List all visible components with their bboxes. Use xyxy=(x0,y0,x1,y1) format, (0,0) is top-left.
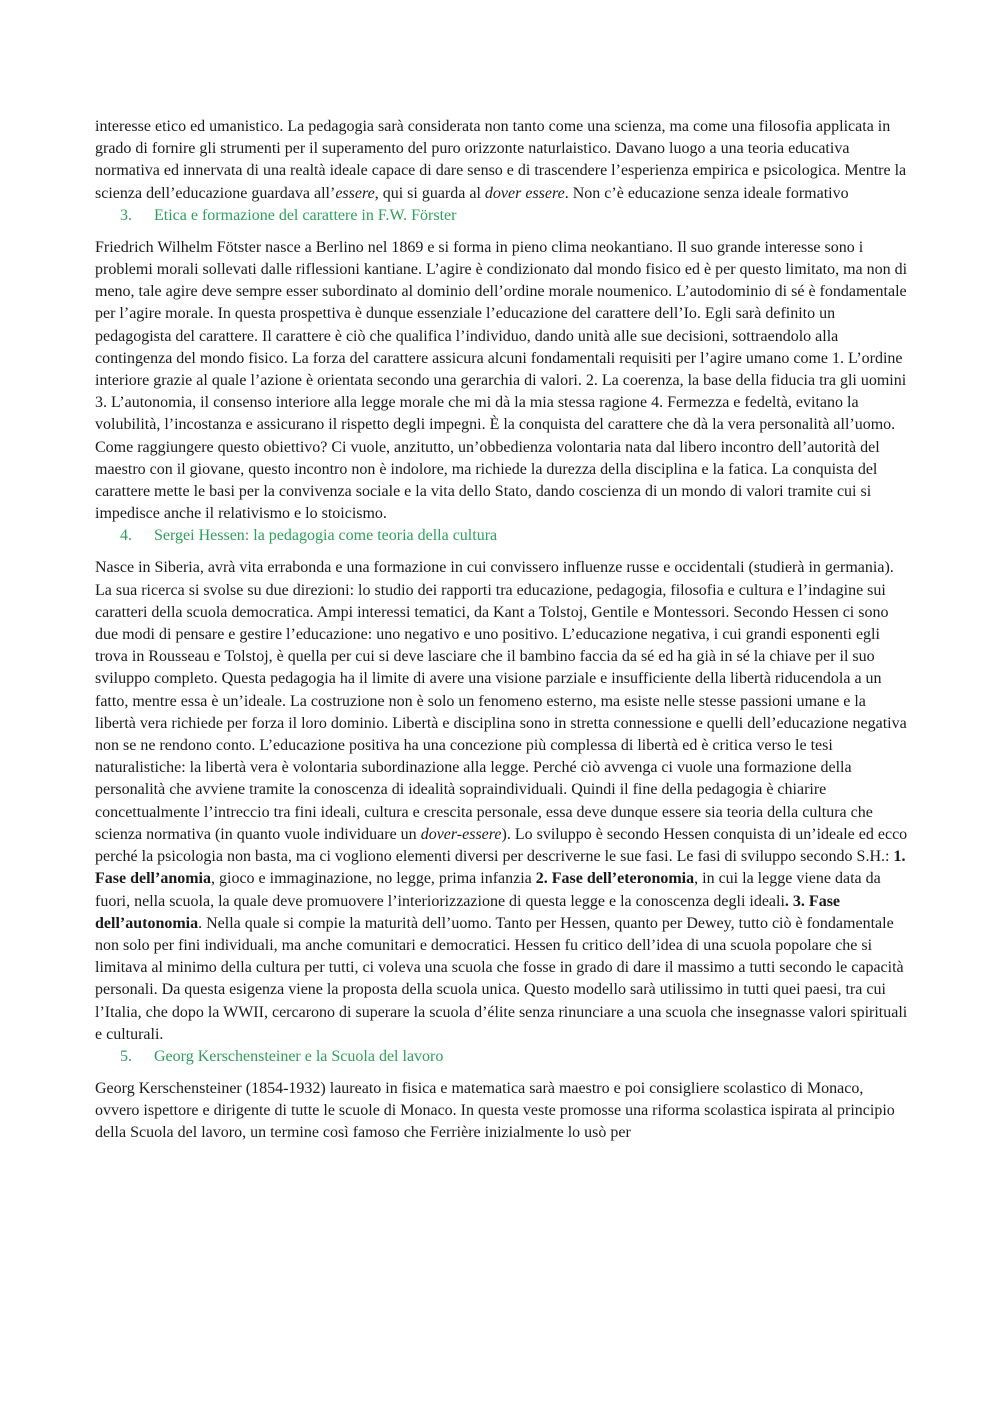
section-heading-forster xyxy=(95,205,910,227)
text-run: , qui si guarda al xyxy=(374,184,485,202)
section-heading-kerschensteiner xyxy=(95,1046,910,1068)
paragraph-intro xyxy=(95,116,910,205)
section-title: Georg Kerschensteiner e la Scuola del lavoro xyxy=(154,1047,444,1065)
section-heading-hessen xyxy=(95,525,910,547)
text-run: , in cui la legge viene data da fuori, nella scuola, la quale deve promuovere l’interiorizzazione di questa legge e la conoscenza degli ideali xyxy=(95,870,881,910)
paragraph-forster: Friedrich Wilhelm Fötster nasce a Berlino nel 1869 e si forma in pieno clima neokantiano. Il suo grande interesse sono i problemi morali sollevati dalle riflessioni kantiane. L’agire è condizionato dal mondo fisico ed è per questo limitato, ma non di meno, tale agire deve sempre esser subordinato al dominio dell’ordine morale noumenico. L’autodominio di sé è fondamentale per l’agire morale. In questa prospettiva è dunque essenziale l’educazione del carattere dell’Io. Egli sarà definito un pedagogista del carattere. Il carattere è ciò che qualifica l’individuo, dando unità alle sue decisioni, sottraendolo alla contingenza del mondo fisico. La forza del carattere assicura alcuni fondamentali requisiti per l’agire umano come 1. L’ordine interiore grazie al quale l’azione è orientata secondo una gerarchia di valori. 2. La coerenza, la base della fiducia tra gli uomini 3. L’autonomia, il consenso interiore alla legge morale che mi dà la mia stessa ragione 4. Fermezza e fedeltà, evitano la volubilità, l’incostanza e assicurano il rispetto degli impegni. È la conquista del carattere che dà la vera personalità all’uomo. Come raggiungere questo obiettivo? Ci vuole, anzitutto, un’obbedienza volontaria nata dal libero incontro dell’autorità del maestro con il giovane, questo incontro non è indolore, ma richiede la durezza della disciplina e la fatica. La conquista del carattere mette le basi per la convivenza sociale e la vita dello Stato, dando coscienza di un mondo di valori tramite cui si impedisce anche il relativismo e lo stoicismo. xyxy=(95,238,908,523)
bold-term: . 3. Fase dell’autonomia xyxy=(95,892,841,932)
bold-term: 2. Fase dell’eteronomia xyxy=(535,870,695,888)
text-run: . Non c’è educazione senza ideale formativo xyxy=(564,184,849,202)
italic-term: dover-essere xyxy=(420,825,502,843)
text-run: Nasce in Siberia, avrà vita errabonda e una formazione in cui convissero influenze russe e occidentali (studierà in germania). La sua ricerca si svolse su due direzioni: lo studio dei rapporti tra educazione, pedagogia, filosofia e cultura e l’indagine sui caratteri della scuola democratica. Ampi interessi tematici, da Kant a Tolstoj, Gentile e Montessori. Secondo Hessen ci sono due modi di pensare e gestire l’educazione: uno negativo e uno positivo. L’educazione negativa, i cui grandi esponenti egli trova in Rousseau e Tolstoj, è quella per cui si deve lasciare che il bambino faccia da sé ed ha già in sé la chiave per il suo sviluppo completo. Questa pedagogia ha il limite di avere una visione parziale e insufficiente della libertà riducendola a un fatto, mentre essa è un’ideale. La costruzione non è solo un fenomeno esterno, ma esiste nelle stesse passioni umane e la libertà vera richiede per forza il loro dominio. Libertà e disciplina sono in stretta connessione e quelli dell’educazione negativa non se ne rendono conto. L’educazione positiva ha una concezione più complessa di libertà ed è critica verso le tesi naturalistiche: la libertà vera è volontaria subordinazione alla legge. Perché ciò avvenga ci vuole una formazione della personalità che avviene tramite la conoscenza di idealità sopraindividuali. Quindi il fine della pedagogia è chiarire concettualmente l’intreccio tra fini ideali, cultura e crescita personale, essa deve dunque essere sia teoria della cultura che scienza normativa (in quanto vuole individuare un xyxy=(95,559,907,843)
text-run: ). Lo sviluppo è secondo Hessen conquista di un’ideale ed ecco perché la psicologia non basta, ma ci vogliono elementi diversi per descriverne le sue fasi. Le fasi di sviluppo secondo S.H.: xyxy=(95,825,908,866)
italic-term: dover essere xyxy=(484,184,565,202)
bold-term: 1. Fase dell’anomia xyxy=(95,848,906,888)
section-number: 5. xyxy=(120,1047,132,1065)
paragraph-kerschensteiner: Georg Kerschensteiner (1854-1932) laureato in fisica e matematica sarà maestro e poi consigliere scolastico di Monaco, ovvero ispettore e dirigente di tutte le scuole di Monaco. In questa veste promosse una riforma scolastica ispirata al principio della Scuola del lavoro, un termine così famoso che Ferrière inizialmente lo usò per xyxy=(95,1079,895,1142)
italic-term: essere xyxy=(335,184,375,202)
section-number: 3. xyxy=(120,206,132,224)
section-number: 4. xyxy=(120,527,132,545)
text-run: , gioco e immaginazione, no legge, prima infanzia xyxy=(211,870,536,888)
section-title: Sergei Hessen: la pedagogia come teoria della cultura xyxy=(154,527,498,545)
section-title: Etica e formazione del carattere in F.W. Förster xyxy=(154,206,457,224)
text-run: interesse etico ed umanistico. La pedagogia sarà considerata non tanto come una scienza, ma come una filosofia applicata in grado di fornire gli strumenti per il superamento del puro orizzonte naturlaistico. Davano luogo a una teoria educativa normativa ed innervata di una realtà ideale capace di dare senso e di trascendere l’esperienza empirica e psicologica. Mentre la scienza dell’educazione guardava all’ xyxy=(95,118,907,202)
document-page xyxy=(95,116,910,1145)
text-run: . Nella quale si compie la maturità dell’uomo. Tanto per Hessen, quanto per Dewey, tutto ciò è fondamentale non solo per fini individuali, ma anche comunitari e democratici. Hessen fu critico dell’idea di una scuola popolare che si limitava al minimo della cultura per tutti, ci voleva una scuola che fosse in grado di dare il massimo a tutti secondo le capacità personali. Da questa esigenza viene la proposta della scuola unica. Questo modello sarà utilissimo in tutti quei paesi, tra cui l’Italia, che dopo la WWII, cercarono di superare la scuola d’élite senza rinunciare a una scuola che insegnasse valori spirituali e culturali. xyxy=(95,914,908,1043)
paragraph-hessen xyxy=(95,557,910,1045)
